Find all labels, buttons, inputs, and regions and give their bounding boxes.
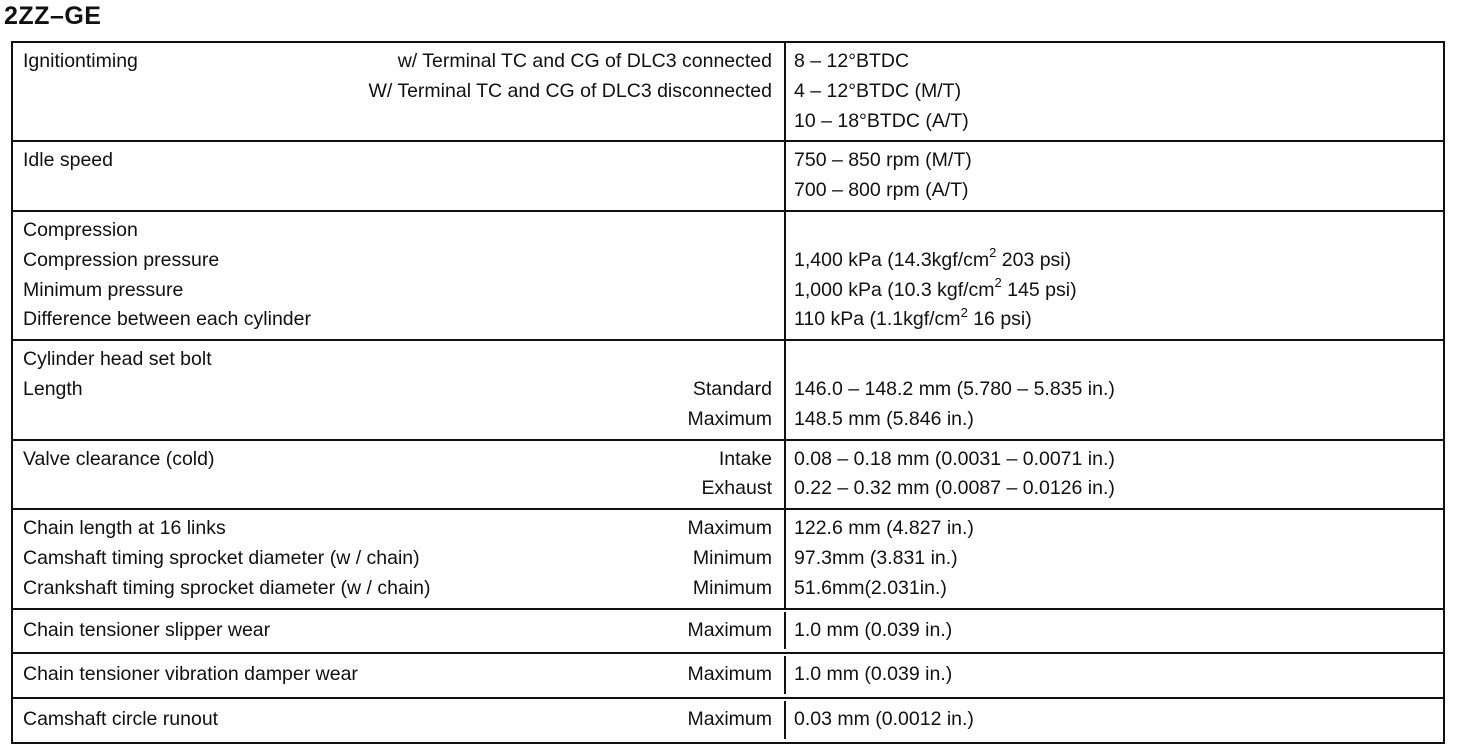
spec-values	[786, 656, 1443, 694]
spec-value: 10 – 18°BTDC (A/T)	[794, 109, 969, 132]
spec-value: 4 – 12°BTDC (M/T)	[794, 79, 962, 102]
spec-value: 700 – 800 rpm (A/T)	[794, 179, 969, 202]
spec-labels	[13, 212, 786, 339]
spec-values	[786, 142, 1443, 210]
spec-labels	[13, 701, 786, 739]
item-label: Chain tensioner slipper wear	[23, 618, 271, 641]
spec-values	[786, 701, 1443, 739]
section-idle-speed	[13, 140, 1443, 210]
spec-labels	[13, 510, 786, 607]
item-label: Ignitiontiming	[23, 50, 138, 72]
item-label: Camshaft timing sprocket diameter (w / chain)	[23, 546, 420, 569]
item-label: Chain tensioner vibration damper wear	[23, 663, 358, 686]
spec-value: 97.3mm (3.831 in.)	[794, 546, 958, 569]
section-heading: Cylinder head set bolt	[23, 348, 212, 371]
spec-value: 1,000 kPa (10.3 kgf/$cm^2$ 145 psi)	[794, 275, 1077, 301]
spec-value: 8 – 12°BTDC	[794, 50, 910, 72]
spec-labels	[13, 656, 786, 694]
item-label: Minimum pressure	[23, 278, 184, 301]
spec-value: 1.0 mm (0.039 in.)	[794, 663, 953, 686]
section-valve-clearance	[13, 439, 1443, 509]
item-label: Crankshaft timing sprocket diameter (w / chain)	[23, 576, 431, 599]
condition-label: Minimum	[692, 576, 772, 599]
spec-value: 0.03 mm (0.0012 in.)	[794, 708, 974, 731]
item-label: Idle speed	[23, 149, 113, 172]
item-label: Length	[23, 377, 83, 400]
spec-value: 51.6mm(2.031in.)	[794, 576, 947, 599]
section-damper-wear	[13, 652, 1443, 697]
spec-value: 0.22 – 0.32 mm (0.0087 – 0.0126 in.)	[794, 477, 1115, 500]
page-title: 2ZZ–GE	[4, 2, 102, 30]
condition-label: Exhaust	[701, 477, 772, 500]
spec-value: 750 – 850 rpm (M/T)	[794, 149, 972, 172]
condition-label: Maximum	[687, 407, 772, 430]
spec-values	[786, 212, 1443, 339]
condition-label: Maximum	[687, 708, 772, 731]
section-cylinder-head-bolt	[13, 339, 1443, 438]
item-label: Valve clearance (cold)	[23, 447, 215, 470]
spec-labels	[13, 142, 786, 210]
section-compression	[13, 210, 1443, 339]
condition-label: Maximum	[687, 618, 772, 641]
spec-value: 1,400 kPa ($14.3kgf/cm^2$ 203 psi)	[794, 245, 1072, 271]
spec-value: 146.0 – 148.2 mm (5.780 – 5.835 in.)	[794, 377, 1115, 400]
spec-labels	[13, 43, 786, 140]
spec-labels	[13, 341, 786, 438]
item-label: Difference between each cylinder	[23, 308, 311, 331]
spec-table	[11, 41, 1445, 744]
spec-labels	[13, 441, 786, 509]
spec-value: 122.6 mm (4.827 in.)	[794, 517, 974, 540]
spec-value: 148.5 mm (5.846 in.)	[794, 407, 974, 430]
spec-values	[786, 510, 1443, 607]
condition-label: Maximum	[687, 663, 772, 686]
condition-label: Maximum	[687, 517, 772, 540]
spec-value: 1.0 mm (0.039 in.)	[794, 618, 953, 641]
condition-label: Minimum	[692, 546, 772, 569]
spec-values	[786, 341, 1443, 438]
condition-label: Intake	[718, 447, 772, 470]
spec-values	[786, 441, 1443, 509]
section-ignition-timing	[13, 43, 1443, 140]
spec-value: 0.08 – 0.18 mm (0.0031 – 0.0071 in.)	[794, 447, 1115, 470]
item-label: Camshaft circle runout	[23, 708, 219, 731]
section-slipper-wear	[13, 608, 1443, 653]
condition-label: w/ Terminal TC and CG of DLC3 connected	[397, 50, 772, 72]
item-label: Chain length at 16 links	[23, 517, 226, 540]
section-heading: Compression	[23, 218, 138, 241]
item-label: Compression pressure	[23, 248, 220, 271]
spec-value: 110 kPa ($1.1kgf/cm^2$ 16 psi)	[794, 304, 1032, 331]
condition-label: W/ Terminal TC and CG of DLC3 disconnected	[368, 79, 772, 102]
spec-values	[786, 612, 1443, 650]
spec-values	[786, 43, 1443, 140]
condition-label: Standard	[692, 377, 772, 400]
spec-labels	[13, 612, 786, 650]
section-timing-chain	[13, 508, 1443, 607]
